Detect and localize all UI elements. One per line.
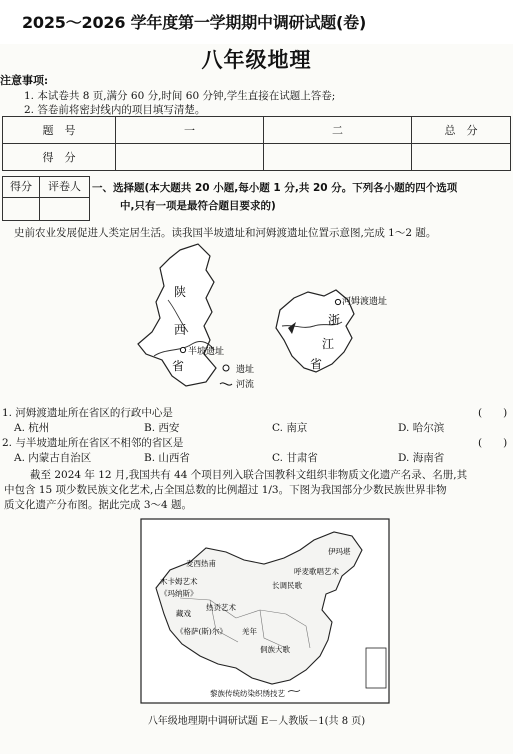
legend-river-icon [220,383,232,385]
heritage-label: 《玛纳斯》 [160,589,198,598]
heritage-label: 呼麦歌唱艺术 [294,567,339,576]
option-b[interactable]: B. 西安 [144,422,180,434]
zhejiang-label: 省 [310,357,323,371]
heritage-label: 木卡姆艺术 [160,577,198,586]
option-d[interactable]: D. 哈尔滨 [398,422,445,434]
note-item: 2. 答卷前将密封线内的项目填写清楚。 [24,104,206,116]
banpo-label: 半坡遗址 [188,347,225,357]
heritage-label: 长调民歌 [272,581,302,590]
score-entry-cell[interactable] [116,144,264,171]
grader-name-label: 评卷人 [40,177,89,198]
intro-paragraph: 质文化遗产分布图。据此完成 3～4 题。 [4,499,193,511]
heritage-label: 羌年 [242,627,257,636]
site-location-map [110,240,400,398]
question-stem: 2. 与半坡遗址所在省区不相邻的省区是 [2,437,184,449]
option-c[interactable]: C. 南京 [272,422,308,434]
legend-site-icon [223,365,229,371]
option-b[interactable]: B. 山西省 [144,452,190,464]
answer-paren[interactable]: ( ) [478,437,508,449]
legend-site-label: 遗址 [236,365,255,375]
heritage-label: 《格萨(斯)尔》 [176,627,227,636]
score-entry-cell[interactable] [264,144,412,171]
subject-title: 八年级地理 [201,48,312,72]
heritage-label: 藏戏 [176,609,191,618]
score-table-cell: 题 号 [3,117,116,144]
heritage-label: 黎族传统纺染织绣技艺 [210,689,285,698]
option-a[interactable]: A. 内蒙古自治区 [14,452,92,464]
shaanxi-label: 陕 [174,285,187,299]
exam-title: 2025～2026 学年度第一学期期中调研试题(卷) [22,13,367,32]
heritage-label: 热贡艺术 [206,603,236,612]
south-sea-inset [366,648,386,688]
intro-paragraph: 截至 2024 年 12 月,我国共有 44 个项目列入联合国教科文组织非物质文化遗产名录、名册,其 [30,469,468,481]
section-heading: 一、选择题(本大题共 20 小题,每小题 1 分,共 20 分。下列各小题的四个选项 [92,182,458,194]
note-item: 1. 本试卷共 8 页,满分 60 分,时间 60 分钟,学生直接在试题上答卷; [24,90,336,102]
heritage-distribution-map [140,518,390,704]
table-row [3,144,511,171]
intro-paragraph: 史前农业发展促进人类定居生活。读我国半坡遗址和河姆渡遗址位置示意图,完成 1～2 题。 [14,227,437,239]
grader-box [2,176,90,221]
score-table-cell: 得 分 [3,144,116,171]
score-table-cell: 一 [116,117,264,144]
intro-paragraph: 中包含 15 项少数民族文化艺术,占全国总数的比例超过 1/3。下图为我国部分少数民族世界非物 [4,484,447,496]
score-table [2,116,511,171]
hemudu-site-marker [335,299,340,304]
answer-paren[interactable]: ( ) [478,407,508,419]
score-table-cell: 二 [264,117,412,144]
notes-heading: 注意事项: [0,74,49,87]
legend-river-label: 河流 [236,380,255,390]
option-c[interactable]: C. 甘肃省 [272,452,318,464]
shaanxi-label: 省 [172,359,185,373]
table-row [3,117,511,144]
score-entry-cell[interactable] [412,144,511,171]
banpo-site-marker [180,347,185,352]
section-heading-cont: 中,只有一项是最符合题目要求的) [120,200,276,212]
zhejiang-label: 江 [322,337,335,351]
hemudu-label: 河姆渡遗址 [342,297,388,307]
page-footer: 八年级地理期中调研试题 E－人教版－1(共 8 页) [147,716,366,727]
option-d[interactable]: D. 海南省 [398,452,445,464]
grader-score-label: 得分 [3,177,40,198]
heritage-label: 伊玛堪 [328,547,351,556]
grader-divider [39,198,40,220]
zhejiang-label: 浙 [328,313,341,327]
score-table-cell: 总 分 [412,117,511,144]
option-a[interactable]: A. 杭州 [14,422,50,434]
heritage-label: 侗族大歌 [260,645,290,654]
question-stem: 1. 河姆渡遗址所在省区的行政中心是 [2,407,173,419]
shaanxi-label: 西 [174,323,187,337]
heritage-label: 麦西热甫 [186,559,216,568]
